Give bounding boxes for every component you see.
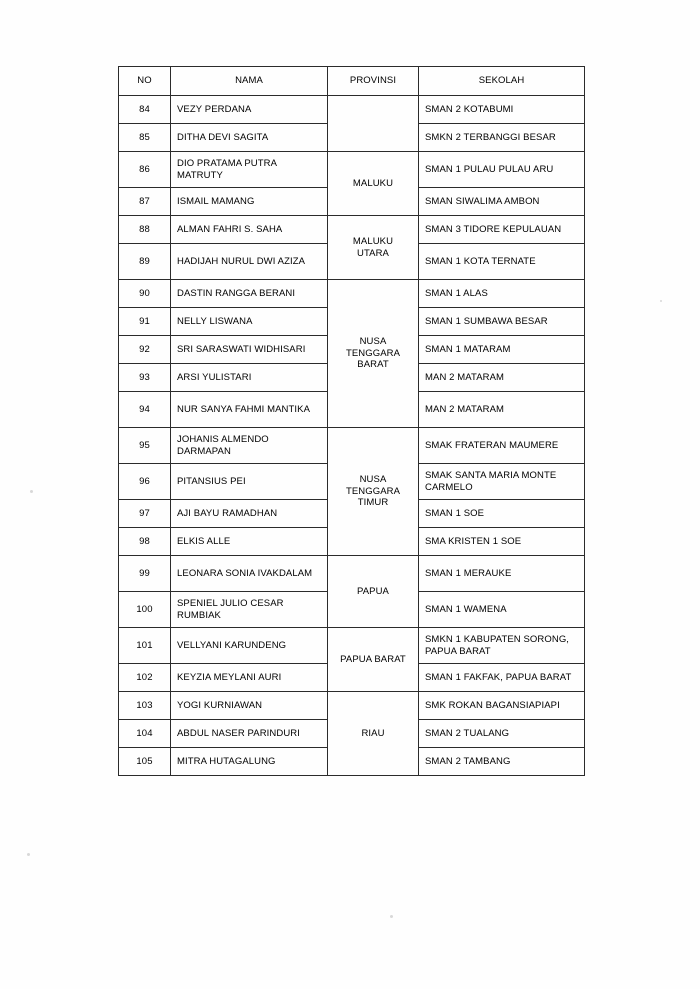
cell-provinsi: PAPUA <box>328 556 419 628</box>
cell-sekolah: SMAN 1 SUMBAWA BESAR <box>419 308 585 336</box>
page-speck <box>660 300 662 302</box>
cell-no: 91 <box>119 308 171 336</box>
cell-nama: MITRA HUTAGALUNG <box>171 748 328 776</box>
cell-nama: HADIJAH NURUL DWI AZIZA <box>171 244 328 280</box>
cell-sekolah: SMAN 1 WAMENA <box>419 592 585 628</box>
cell-sekolah: SMAK SANTA MARIA MONTE CARMELO <box>419 464 585 500</box>
table-row <box>119 96 585 124</box>
column-header-nama: NAMA <box>171 67 328 96</box>
participant-table-container <box>118 66 584 776</box>
cell-sekolah: SMAN 1 KOTA TERNATE <box>419 244 585 280</box>
cell-provinsi: RIAU <box>328 692 419 776</box>
cell-sekolah: SMKN 1 KABUPATEN SORONG, PAPUA BARAT <box>419 628 585 664</box>
column-header-provinsi: PROVINSI <box>328 67 419 96</box>
page-speck <box>27 853 30 856</box>
cell-no: 100 <box>119 592 171 628</box>
cell-nama: AJI BAYU RAMADHAN <box>171 500 328 528</box>
cell-no: 104 <box>119 720 171 748</box>
cell-sekolah: SMAN 2 TUALANG <box>419 720 585 748</box>
cell-sekolah: SMAN 1 SOE <box>419 500 585 528</box>
cell-no: 93 <box>119 364 171 392</box>
cell-nama: DASTIN RANGGA BERANI <box>171 280 328 308</box>
cell-provinsi: NUSA TENGGARA BARAT <box>328 280 419 428</box>
cell-sekolah: SMA KRISTEN 1 SOE <box>419 528 585 556</box>
cell-no: 92 <box>119 336 171 364</box>
cell-sekolah: SMAN 1 ALAS <box>419 280 585 308</box>
cell-no: 88 <box>119 216 171 244</box>
cell-provinsi: MALUKU UTARA <box>328 216 419 280</box>
table-row <box>119 692 585 720</box>
cell-sekolah: SMAN 3 TIDORE KEPULAUAN <box>419 216 585 244</box>
cell-provinsi <box>328 96 419 152</box>
cell-no: 85 <box>119 124 171 152</box>
cell-no: 87 <box>119 188 171 216</box>
cell-no: 89 <box>119 244 171 280</box>
cell-sekolah: SMAN SIWALIMA AMBON <box>419 188 585 216</box>
cell-sekolah: SMKN 2 TERBANGGI BESAR <box>419 124 585 152</box>
cell-nama: ARSI YULISTARI <box>171 364 328 392</box>
cell-provinsi: MALUKU <box>328 152 419 216</box>
cell-no: 99 <box>119 556 171 592</box>
table-body <box>119 96 585 776</box>
cell-no: 94 <box>119 392 171 428</box>
cell-provinsi: PAPUA BARAT <box>328 628 419 692</box>
cell-nama: PITANSIUS PEI <box>171 464 328 500</box>
column-header-sekolah: SEKOLAH <box>419 67 585 96</box>
cell-sekolah: MAN 2 MATARAM <box>419 364 585 392</box>
cell-no: 97 <box>119 500 171 528</box>
cell-sekolah: SMK ROKAN BAGANSIAPIAPI <box>419 692 585 720</box>
cell-nama: DITHA DEVI SAGITA <box>171 124 328 152</box>
column-header-no: NO <box>119 67 171 96</box>
cell-no: 98 <box>119 528 171 556</box>
cell-nama: SPENIEL JULIO CESAR RUMBIAK <box>171 592 328 628</box>
cell-no: 95 <box>119 428 171 464</box>
cell-nama: NUR SANYA FAHMI MANTIKA <box>171 392 328 428</box>
cell-nama: JOHANIS ALMENDO DARMAPAN <box>171 428 328 464</box>
cell-nama: LEONARA SONIA IVAKDALAM <box>171 556 328 592</box>
cell-provinsi: NUSA TENGGARA TIMUR <box>328 428 419 556</box>
cell-nama: ALMAN FAHRI S. SAHA <box>171 216 328 244</box>
page-speck <box>390 915 393 918</box>
cell-nama: KEYZIA MEYLANI AURI <box>171 664 328 692</box>
cell-sekolah: SMAN 1 MERAUKE <box>419 556 585 592</box>
cell-sekolah: SMAN 1 FAKFAK, PAPUA BARAT <box>419 664 585 692</box>
cell-no: 86 <box>119 152 171 188</box>
table-header-row <box>119 67 585 96</box>
cell-nama: VELLYANI KARUNDENG <box>171 628 328 664</box>
cell-nama: DIO PRATAMA PUTRA MATRUTY <box>171 152 328 188</box>
cell-sekolah: SMAN 2 KOTABUMI <box>419 96 585 124</box>
table-header <box>119 67 585 96</box>
table-row <box>119 556 585 592</box>
cell-nama: ELKIS ALLE <box>171 528 328 556</box>
cell-no: 102 <box>119 664 171 692</box>
cell-nama: ISMAIL MAMANG <box>171 188 328 216</box>
cell-no: 96 <box>119 464 171 500</box>
table-row <box>119 428 585 464</box>
table-row <box>119 152 585 188</box>
table-row <box>119 216 585 244</box>
cell-nama: ABDUL NASER PARINDURI <box>171 720 328 748</box>
cell-sekolah: MAN 2 MATARAM <box>419 392 585 428</box>
cell-no: 103 <box>119 692 171 720</box>
cell-no: 84 <box>119 96 171 124</box>
cell-sekolah: SMAN 1 MATARAM <box>419 336 585 364</box>
cell-nama: VEZY PERDANA <box>171 96 328 124</box>
page-speck <box>30 490 33 493</box>
cell-nama: SRI SARASWATI WIDHISARI <box>171 336 328 364</box>
cell-no: 105 <box>119 748 171 776</box>
cell-sekolah: SMAK FRATERAN MAUMERE <box>419 428 585 464</box>
cell-nama: NELLY LISWANA <box>171 308 328 336</box>
cell-no: 101 <box>119 628 171 664</box>
table-row <box>119 628 585 664</box>
participant-table <box>118 66 585 776</box>
cell-nama: YOGI KURNIAWAN <box>171 692 328 720</box>
cell-sekolah: SMAN 1 PULAU PULAU ARU <box>419 152 585 188</box>
cell-sekolah: SMAN 2 TAMBANG <box>419 748 585 776</box>
cell-no: 90 <box>119 280 171 308</box>
table-row <box>119 280 585 308</box>
